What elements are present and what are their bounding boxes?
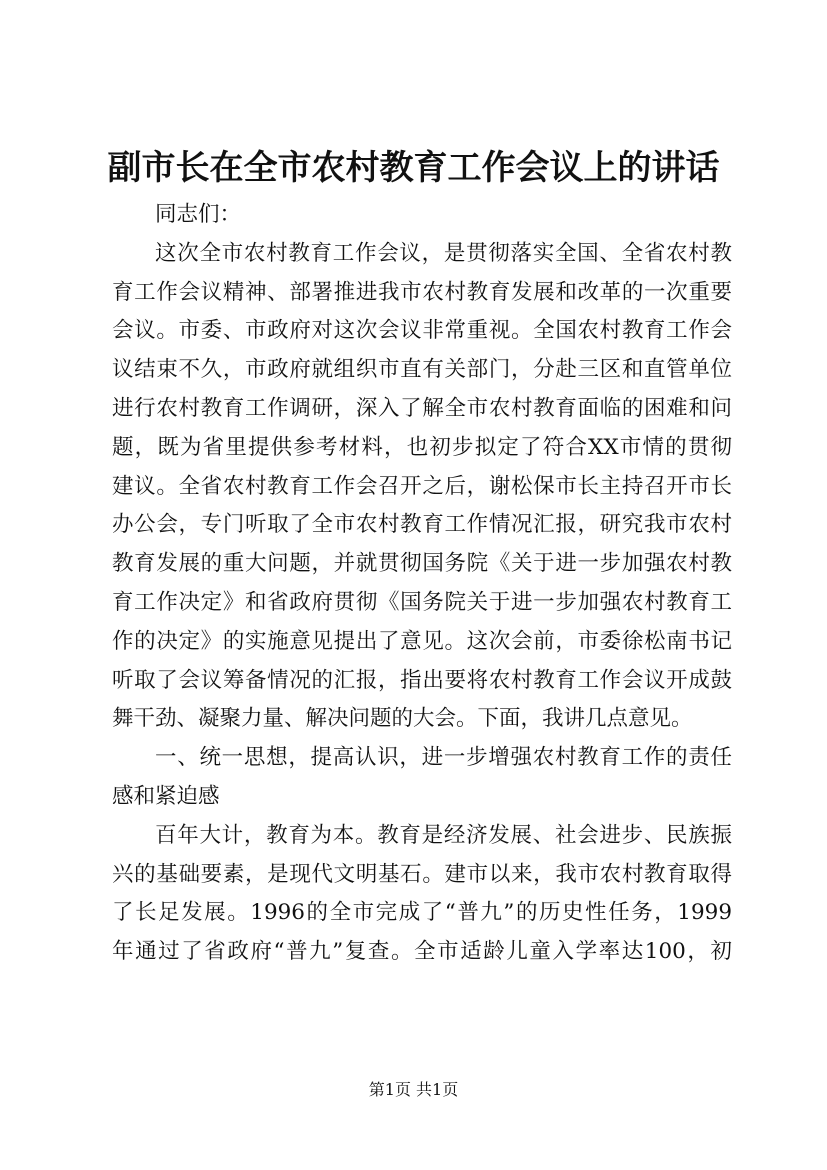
paragraph-line: 进行农村教育工作调研，深入了解全市农村教育面临的困难和问	[112, 395, 732, 421]
paragraph-line: 作的决定》的实施意见提出了意见。这次会前，市委徐松南书记	[112, 628, 732, 654]
paragraph-line: 会议。市委、市政府对这次会议非常重视。全国农村教育工作会	[112, 318, 732, 344]
page-number-footer: 第1页 共1页	[368, 1080, 459, 1099]
paragraph-line: 育工作决定》和省政府贯彻《国务院关于进一步加强农村教育工	[112, 589, 732, 615]
paragraph-line: 这次全市农村教育工作会议，是贯彻落实全国、全省农村教	[155, 240, 732, 266]
paragraph-line: 育工作会议精神、部署推进我市农村教育发展和改革的一次重要	[112, 279, 732, 305]
paragraph-line: 了长足发展。1996的全市完成了“普九”的历史性任务，1999	[112, 900, 732, 926]
paragraph-line: 兴的基础要素，是现代文明基石。建市以来，我市农村教育取得	[112, 861, 732, 887]
paragraph-line: 舞干劲、凝聚力量、解决问题的大会。下面，我讲几点意见。	[112, 706, 693, 732]
paragraph-line: 建议。全省农村教育工作会召开之后，谢松保市长主持召开市长	[112, 473, 732, 499]
document-title: 副市长在全市农村教育工作会议上的讲话	[107, 148, 720, 188]
salutation-line: 同志们：	[155, 202, 242, 227]
paragraph-line: 听取了会议筹备情况的汇报，指出要将农村教育工作会议开成鼓	[112, 667, 732, 693]
section-heading-line: 感和紧迫感	[112, 783, 220, 809]
paragraph-line: 议结束不久，市政府就组织市直有关部门，分赴三区和直管单位	[112, 357, 732, 383]
paragraph-line: 办公会，专门听取了全市农村教育工作情况汇报，研究我市农村	[112, 512, 732, 538]
paragraph-line: 百年大计，教育为本。教育是经济发展、社会进步、民族振	[155, 822, 732, 848]
section-heading-line: 一、统一思想，提高认识，进一步增强农村教育工作的责任	[155, 745, 732, 771]
paragraph-line: 题，既为省里提供参考材料，也初步拟定了符合XX市情的贯彻	[112, 434, 732, 460]
paragraph-line: 教育发展的重大问题，并就贯彻国务院《关于进一步加强农村教	[112, 551, 732, 577]
paragraph-line: 年通过了省政府“普九”复查。全市适龄儿童入学率达100，初	[112, 939, 732, 965]
document-body	[112, 196, 732, 972]
